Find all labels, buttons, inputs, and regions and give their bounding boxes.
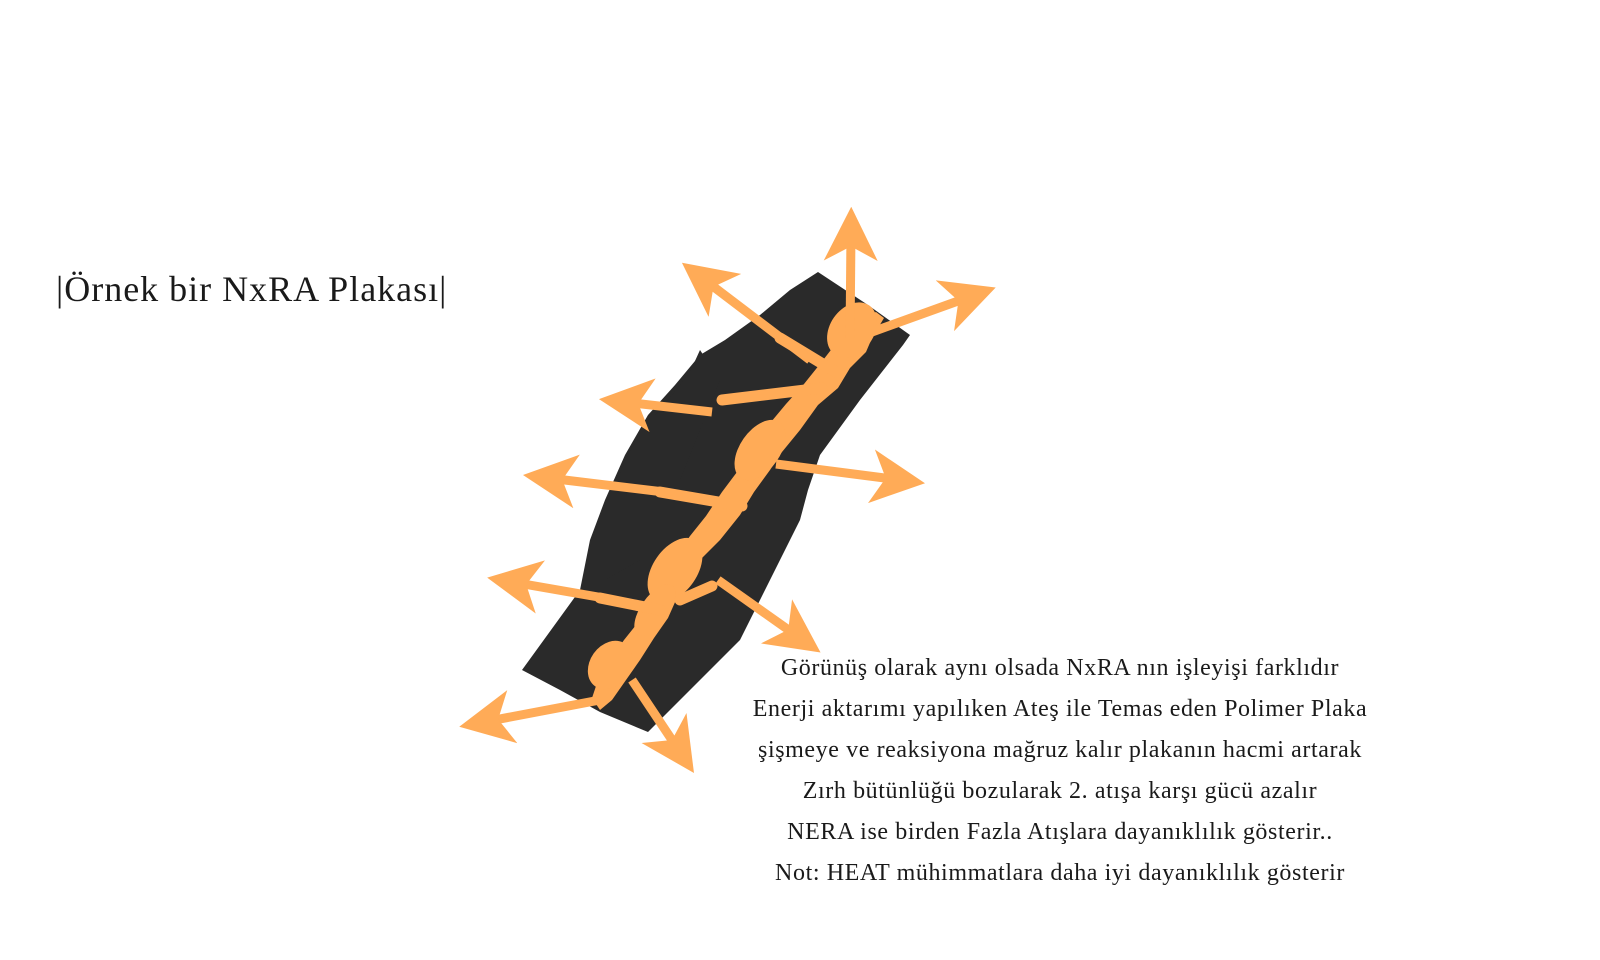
description-line: NERA ise birden Fazla Atışlara dayanıklılık gösterir..	[787, 819, 1333, 845]
page-title: |Örnek bir NxRA Plakası|	[56, 269, 448, 309]
expansion-arrow-bottom-left	[484, 700, 600, 722]
description-line: Görünüş olarak aynı olsada NxRA nın işleyişi farklıdır	[780, 655, 1340, 681]
description-line: Zırh bütünlüğü bozularak 2. atışa karşı gücü azalır	[802, 778, 1318, 804]
expansion-arrow-up	[850, 232, 851, 340]
description-line: Not: HEAT mühimmatlara daha iyi dayanıklılık gösterir	[775, 860, 1345, 886]
description-line: şişmeye ve reaksiyona mağruz kalır plakanın hacmi artarak	[758, 737, 1362, 763]
description-line: Enerji aktarımı yapılıken Ateş ile Temas eden Polimer Plaka	[752, 696, 1368, 722]
expansion-arrow-up-right	[872, 296, 972, 332]
description-text	[690, 648, 1430, 894]
